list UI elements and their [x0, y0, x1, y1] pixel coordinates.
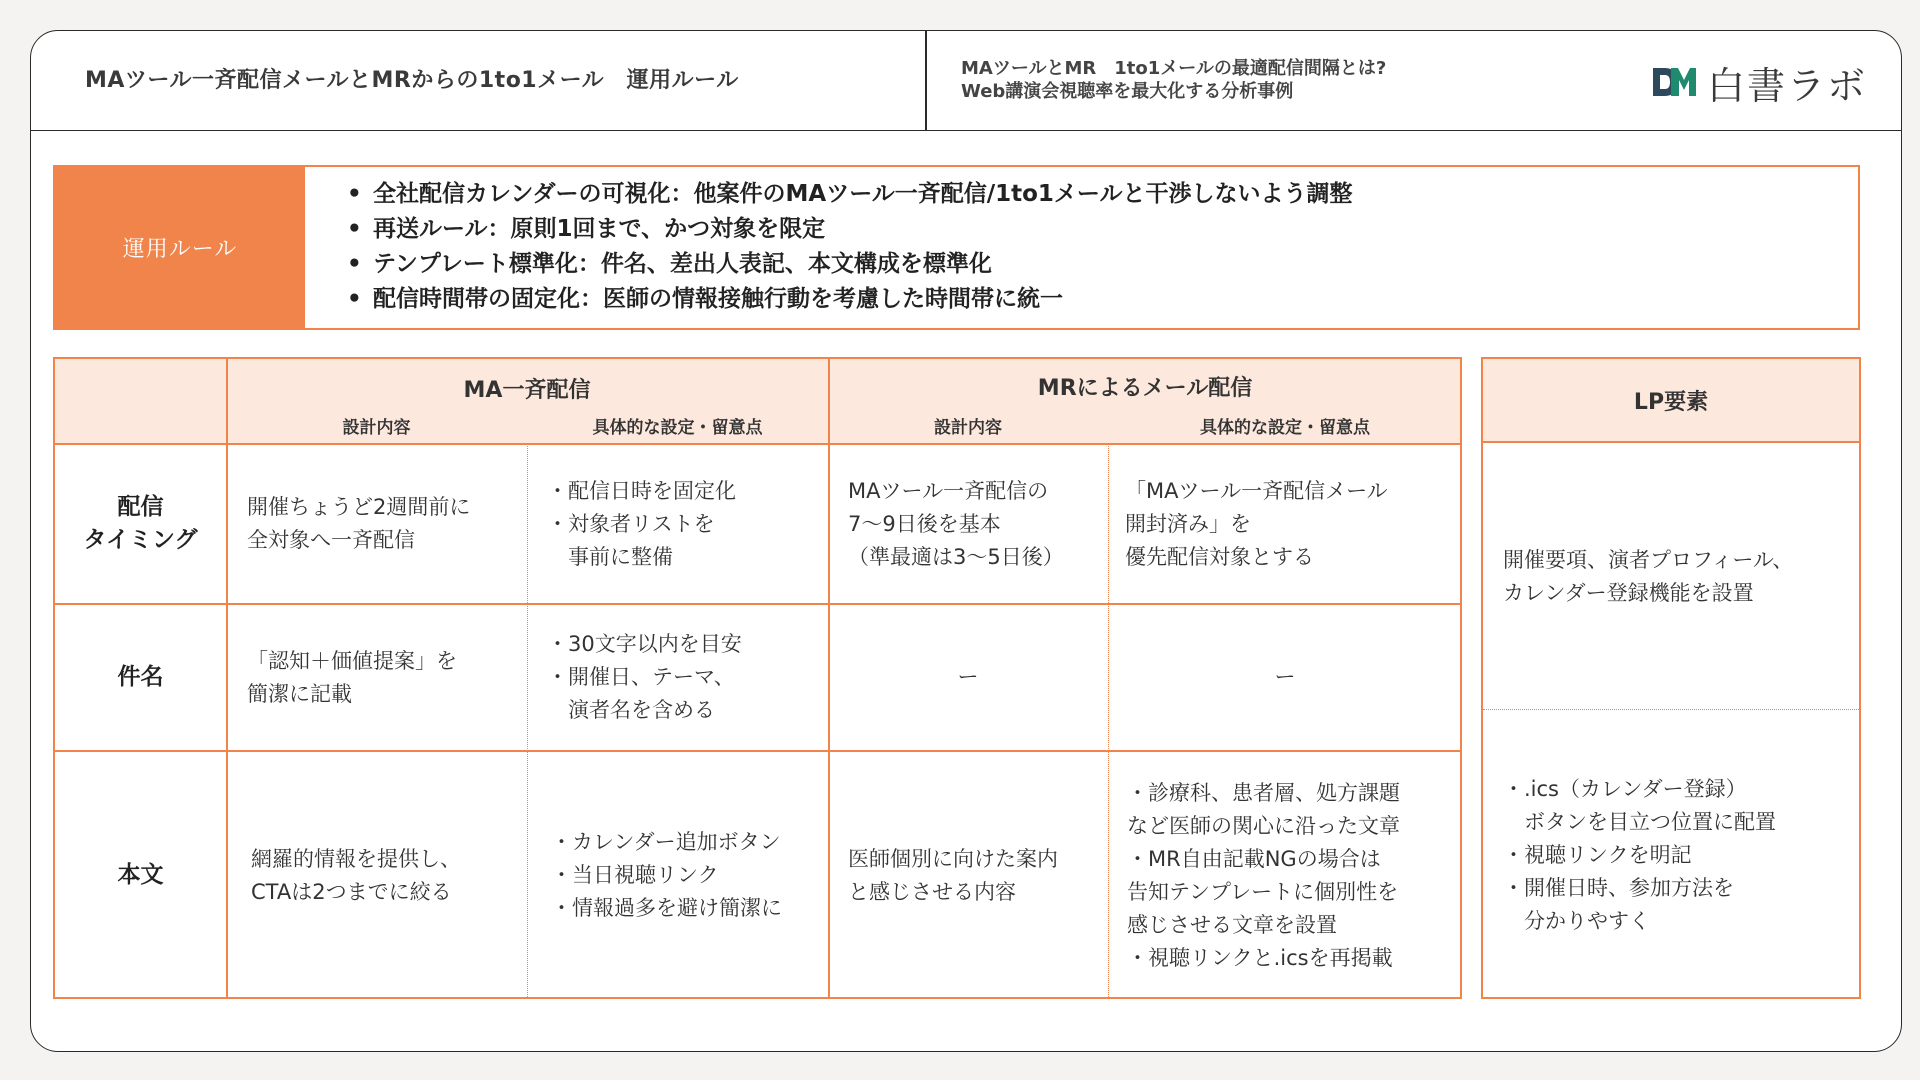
sub-title-design: 設計内容: [342, 418, 411, 438]
subtitle-line-2: Web講演会視聴率を最大化する分析事例: [961, 81, 1294, 102]
lp-title: LP要素: [1483, 359, 1859, 443]
table-cell: ー: [1274, 665, 1296, 689]
header-subtitle: [961, 57, 1386, 103]
table-cell: ・30文字以内を目安 ・開催日、テーマ、 演者名を含める: [547, 632, 742, 722]
table-cell: 開催ちょうど2週間前に 全対象へ一斉配信: [247, 495, 471, 552]
table-cell: ・配信日時を固定化 ・対象者リストを 事前に整備: [547, 478, 736, 569]
rule-item: • テンプレート標準化：件名、差出人表記、本文構成を標準化: [345, 247, 1352, 282]
table-cell: MAツール一斉配信の 7〜9日後を基本 （準最適は3〜5日後）: [848, 478, 1064, 569]
logo-mark-icon: [1651, 64, 1697, 100]
lp-upper: 開催要項、演者プロフィール、 カレンダー登録機能を設置: [1503, 548, 1794, 605]
rule-item: • 配信時間帯の固定化：医師の情報接触行動を考慮した時間帯に統一: [345, 282, 1352, 317]
header-divider: [925, 31, 927, 131]
sub-title-design: 設計内容: [934, 418, 1002, 438]
table-cell: ー: [957, 665, 979, 689]
group-title-ma: MA一斉配信: [463, 378, 591, 403]
lp-lower: ・.ics（カレンダー登録） ボタンを目立つ位置に配置 ・視聴リンクを明記 ・開催日時、参加方法を 分かりやすく: [1503, 776, 1776, 933]
group-title-mr: MRによるメール配信: [1037, 376, 1253, 401]
logo-text: 白書ラボ: [1706, 63, 1867, 108]
table-cell: 医師個別に向けた案内 と感じさせる内容: [848, 846, 1058, 904]
row-head-body: 本文: [117, 862, 164, 888]
table-cell: ・カレンダー追加ボタン ・当日視聴リンク ・情報過多を避け簡潔に: [551, 830, 782, 920]
sub-title-detail: 具体的な設定・留意点: [592, 418, 763, 438]
divider: [226, 359, 228, 997]
operation-table: [53, 357, 1462, 999]
rule-item: • 全社配信カレンダーの可視化：他案件のMAツール一斉配信/1to1メールと干渉しないよう調整: [345, 177, 1352, 212]
table-cell: ・診療科、患者層、処方課題 など医師の関心に沿った文章 ・MR自由記載NGの場合は 告知テンプレートに個別性を 感じさせる文章を設置 ・視聴リンクと.icsを再掲載: [1127, 780, 1400, 970]
subtitle-line-1: MAツールとMR 1to1メールの最適配信間隔とは?: [961, 58, 1387, 79]
logo: [1651, 61, 1867, 108]
rule-list: [345, 177, 1352, 317]
rule-item: • 再送ルール：原則1回まで、かつ対象を限定: [345, 212, 1352, 247]
page-title: MAツール一斉配信メールとMRからの1to1メール 運用ルール: [85, 68, 739, 93]
divider: [527, 443, 528, 999]
table-cell: 「MAツール一斉配信メール 開封済み」を 優先配信対象とする: [1125, 478, 1388, 569]
row-head-subject: 件名: [117, 664, 164, 690]
divider: [1483, 709, 1859, 710]
rule-label: 運用ルール: [55, 167, 305, 328]
slide-card: [30, 30, 1902, 1052]
lp-box: [1481, 357, 1861, 999]
sub-title-detail: 具体的な設定・留意点: [1200, 418, 1370, 438]
table-cell: 網羅的情報を提供し、 CTAは2つまでに絞る: [251, 846, 461, 904]
table-cell: 「認知＋価値提案」を 簡潔に記載: [247, 648, 457, 706]
header-bar: [31, 31, 1901, 131]
rule-box: [53, 165, 1860, 330]
row-head-timing: 配信 タイミング: [83, 494, 198, 553]
